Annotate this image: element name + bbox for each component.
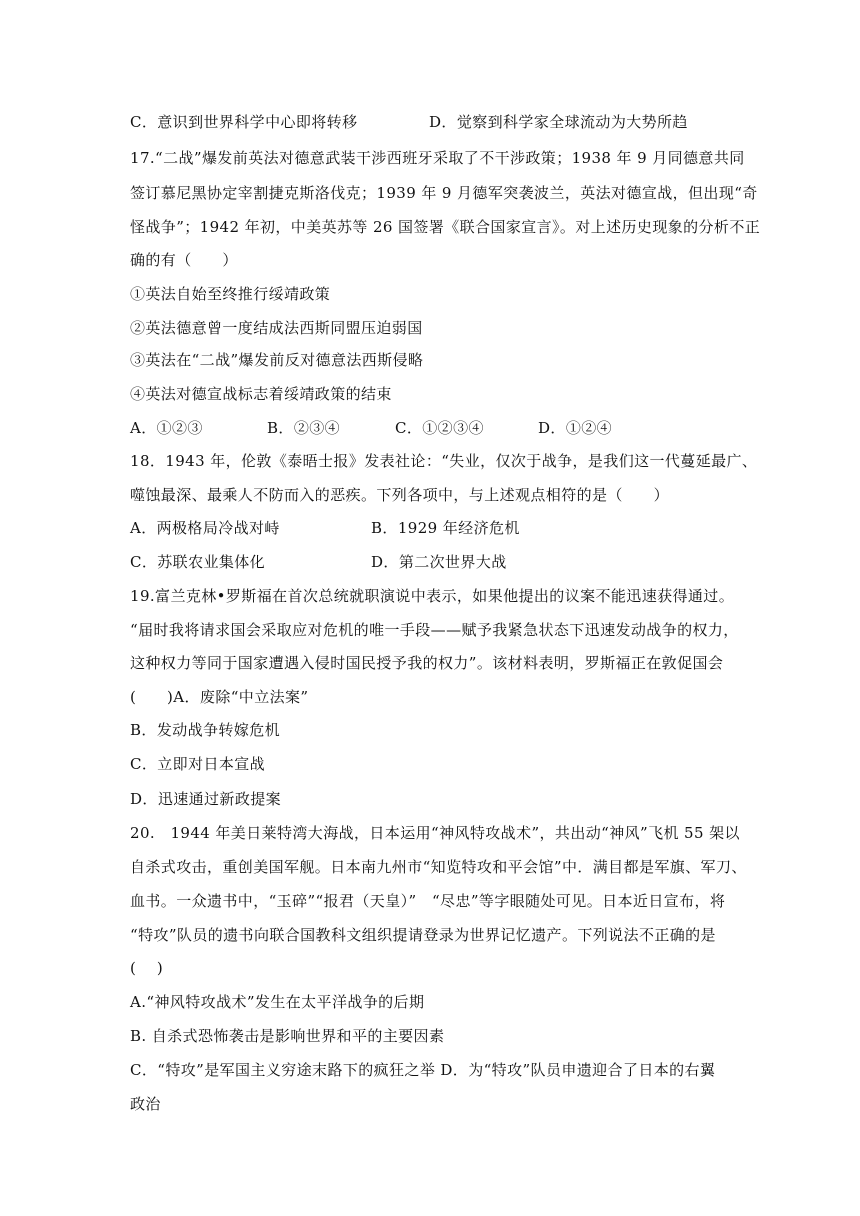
q19-option-d: D．迅速通过新政提案 [130,790,282,808]
q20-option-b: B. 自杀式恐怖袭击是影响世界和平的主要因素 [130,1027,445,1045]
q16-option-d: D．觉察到科学家全球流动为大势所趋 [429,113,688,131]
q18-option-a: A．两极格局冷战对峙 [130,519,280,537]
q20-stem-line-1: 20. 1944 年美日莱特湾大海战，日本运用“神风特攻战术”，共出动“神风”飞机 55 架以 [130,824,740,842]
q20-stem-line-3: 血书。一众遗书中，“玉碎”“报君（天皇）” “尽忠”等字眼随处可见。日本近日宣布，将 [130,892,726,910]
q17-statement-2: ②英法德意曾一度结成法西斯同盟压迫弱国 [130,319,423,337]
q18-option-b: B．1929 年经济危机 [371,519,520,537]
q17-statement-3: ③英法在“二战”爆发前反对德意法西斯侵略 [130,351,424,369]
q20-option-d-continued: 政治 [130,1095,161,1113]
q20-option-c-d: C．“特攻”是军国主义穷途末路下的疯狂之举 D．为“特攻”队员申遗迎合了日本的右翼 [130,1061,716,1079]
q17-stem-line-2: 签订慕尼黑协定宰割捷克斯洛伐克；1939 年 9 月德军突袭波兰，英法对德宣战，但出现“奇 [130,184,758,202]
q19-option-b: B．发动战争转嫁危机 [130,721,281,739]
q18-option-c: C．苏联农业集体化 [130,553,266,571]
q18-option-d: D．第二次世界大战 [371,553,507,571]
q17-option-a: A．①②③ [130,419,203,437]
q17-stem-line-1: 17.“二战”爆发前英法对德意武装干涉西班牙采取了不干涉政策；1938 年 9 月同德意共同 [130,149,745,167]
q17-statement-4: ④英法对德宣战标志着绥靖政策的结束 [130,385,392,403]
q17-stem-line-4: 确的有（ ） [130,251,238,269]
q18-stem-line-2: 噬蚀最深、最乘人不防而入的恶疾。下列各项中，与上述观点相符的是（ ） [130,486,670,504]
q19-stem-line-2: “届时我将请求国会采取应对危机的唯一手段——赋予我紧急状态下迅速发动战争的权力， [130,621,739,639]
q20-stem-line-5: ( ) [130,959,164,977]
q19-stem-line-4: ( )A．废除“中立法案” [130,688,309,706]
q17-option-c: C．①②③④ [395,419,484,437]
q16-option-c: C．意识到世界科学中心即将转移 [130,113,358,131]
q17-stem-line-3: 怪战争”；1942 年初，中美英苏等 26 国签署《联合国家宣言》。对上述历史现象的分析不正 [130,218,761,236]
q17-statement-1: ①英法自始至终推行绥靖政策 [130,285,331,303]
q20-option-a: A.“神风特攻战术”发生在太平洋战争的后期 [130,993,425,1011]
q18-stem-line-1: 18．1943 年，伦敦《泰晤士报》发表社论：“失业，仅次于战争，是我们这一代蔓延最广、 [130,452,758,470]
q19-option-c: C．立即对日本宣战 [130,755,266,773]
q20-stem-line-2: 自杀式攻击，重创美国军舰。日本南九州市“知览特攻和平会馆”中．满目都是军旗、军刀、 [130,858,747,876]
q20-stem-line-4: “特攻”队员的遗书向联合国教科文组织提请登录为世界记忆遗产。下列说法不正确的是 [130,926,716,944]
q17-option-d: D．①②④ [538,419,613,437]
q19-stem-line-3: 这种权力等同于国家遭遇入侵时国民授予我的权力”。该材料表明，罗斯福正在敦促国会 [130,654,724,672]
q19-stem-line-1: 19.富兰克林•罗斯福在首次总统就职演说中表示，如果他提出的议案不能迅速获得通过。 [130,587,735,605]
q17-option-b: B．②③④ [267,419,341,437]
